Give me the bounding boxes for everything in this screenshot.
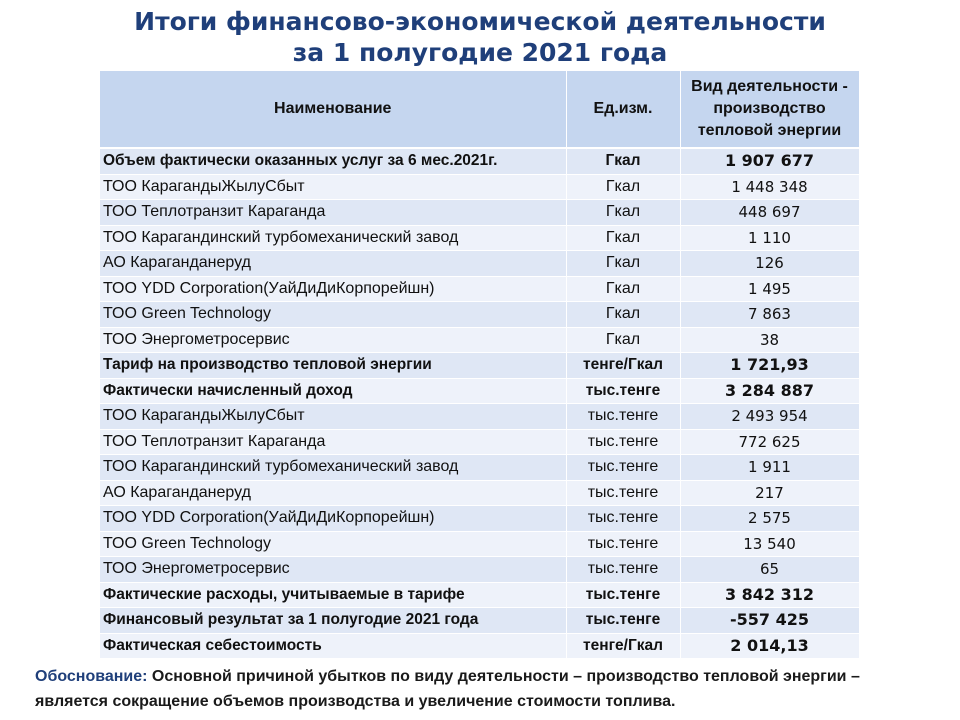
cell-value: 772 625 (680, 429, 859, 455)
cell-unit: тыс.тенге (566, 557, 680, 583)
cell-value: 7 863 (680, 302, 859, 328)
page-title (0, 6, 960, 68)
cell-name: АО Караганданеруд (100, 480, 566, 506)
cell-value: 2 575 (680, 506, 859, 532)
justification-note (35, 664, 925, 714)
header-name: Наименование (100, 71, 566, 148)
table-row (100, 174, 859, 200)
cell-name: ТОО Теплотранзит Караганда (100, 429, 566, 455)
cell-name: ТОО Энергометросервис (100, 327, 566, 353)
title-line-1: Итоги финансово-экономической деятельности (134, 7, 826, 36)
cell-name: Финансовый результат за 1 полугодие 2021 года (100, 608, 566, 634)
cell-name: Объем фактически оказанных услуг за 6 мес.2021г. (100, 148, 566, 174)
cell-value: 1 110 (680, 225, 859, 251)
cell-unit: Гкал (566, 174, 680, 200)
table-row (100, 378, 859, 404)
note-text: Основной причиной убытков по виду деятельности – производство тепловой энергии – является сокращение объемов производства и увеличение стоимости топлива. (35, 668, 860, 710)
cell-name: ТОО КарагандыЖылуСбыт (100, 404, 566, 430)
cell-name: ТОО Теплотранзит Караганда (100, 200, 566, 226)
cell-unit: тыс.тенге (566, 378, 680, 404)
cell-value: 3 842 312 (680, 582, 859, 608)
table-row (100, 148, 859, 174)
cell-value: 1 495 (680, 276, 859, 302)
cell-value: 65 (680, 557, 859, 583)
cell-value: 1 907 677 (680, 148, 859, 174)
table-row (100, 608, 859, 634)
table-row (100, 251, 859, 277)
title-line-2: за 1 полугодие 2021 года (292, 38, 668, 67)
table-row (100, 557, 859, 583)
cell-value: 1 721,93 (680, 353, 859, 379)
cell-name: Фактические расходы, учитываемые в тарифе (100, 582, 566, 608)
cell-value: 13 540 (680, 531, 859, 557)
table-row (100, 506, 859, 532)
cell-name: Тариф на производство тепловой энергии (100, 353, 566, 379)
table-row (100, 200, 859, 226)
table-row (100, 353, 859, 379)
header-activity: Вид деятельности - производство тепловой энергии (680, 71, 859, 148)
cell-value: 1 448 348 (680, 174, 859, 200)
cell-unit: Гкал (566, 251, 680, 277)
note-label: Обоснование: (35, 668, 148, 685)
table-row (100, 327, 859, 353)
cell-unit: тыс.тенге (566, 531, 680, 557)
table-row (100, 633, 859, 659)
cell-name: Фактическая себестоимость (100, 633, 566, 659)
cell-name: АО Караганданеруд (100, 251, 566, 277)
cell-value: 448 697 (680, 200, 859, 226)
cell-unit: Гкал (566, 148, 680, 174)
table-row (100, 480, 859, 506)
cell-unit: Гкал (566, 200, 680, 226)
cell-name: ТОО КарагандыЖылуСбыт (100, 174, 566, 200)
cell-unit: тыс.тенге (566, 455, 680, 481)
cell-value: 38 (680, 327, 859, 353)
header-unit: Ед.изм. (566, 71, 680, 148)
cell-name: ТОО Green Technology (100, 302, 566, 328)
table-row (100, 404, 859, 430)
cell-unit: тыс.тенге (566, 582, 680, 608)
cell-unit: Гкал (566, 276, 680, 302)
table-body (100, 148, 859, 659)
table-row (100, 225, 859, 251)
cell-value: 3 284 887 (680, 378, 859, 404)
table-row (100, 531, 859, 557)
cell-unit: тыс.тенге (566, 608, 680, 634)
financial-results-table (100, 71, 860, 659)
cell-value: 126 (680, 251, 859, 277)
cell-value: -557 425 (680, 608, 859, 634)
cell-unit: Гкал (566, 302, 680, 328)
cell-unit: Гкал (566, 327, 680, 353)
cell-name: ТОО Green Technology (100, 531, 566, 557)
cell-value: 2 014,13 (680, 633, 859, 659)
table-row (100, 276, 859, 302)
table-row (100, 582, 859, 608)
table-row (100, 455, 859, 481)
cell-unit: тыс.тенге (566, 506, 680, 532)
cell-unit: тыс.тенге (566, 429, 680, 455)
table-header-row (100, 71, 859, 148)
table-row (100, 429, 859, 455)
cell-unit: тыс.тенге (566, 480, 680, 506)
cell-unit: Гкал (566, 225, 680, 251)
cell-value: 2 493 954 (680, 404, 859, 430)
cell-name: ТОО Карагандинский турбомеханический завод (100, 455, 566, 481)
cell-name: Фактически начисленный доход (100, 378, 566, 404)
cell-name: ТОО YDD Corporation(УайДиДиКорпорейшн) (100, 506, 566, 532)
cell-value: 1 911 (680, 455, 859, 481)
cell-name: ТОО Энергометросервис (100, 557, 566, 583)
cell-unit: тенге/Гкал (566, 633, 680, 659)
cell-value: 217 (680, 480, 859, 506)
cell-unit: тыс.тенге (566, 404, 680, 430)
table-row (100, 302, 859, 328)
cell-name: ТОО YDD Corporation(УайДиДиКорпорейшн) (100, 276, 566, 302)
cell-name: ТОО Карагандинский турбомеханический завод (100, 225, 566, 251)
cell-unit: тенге/Гкал (566, 353, 680, 379)
